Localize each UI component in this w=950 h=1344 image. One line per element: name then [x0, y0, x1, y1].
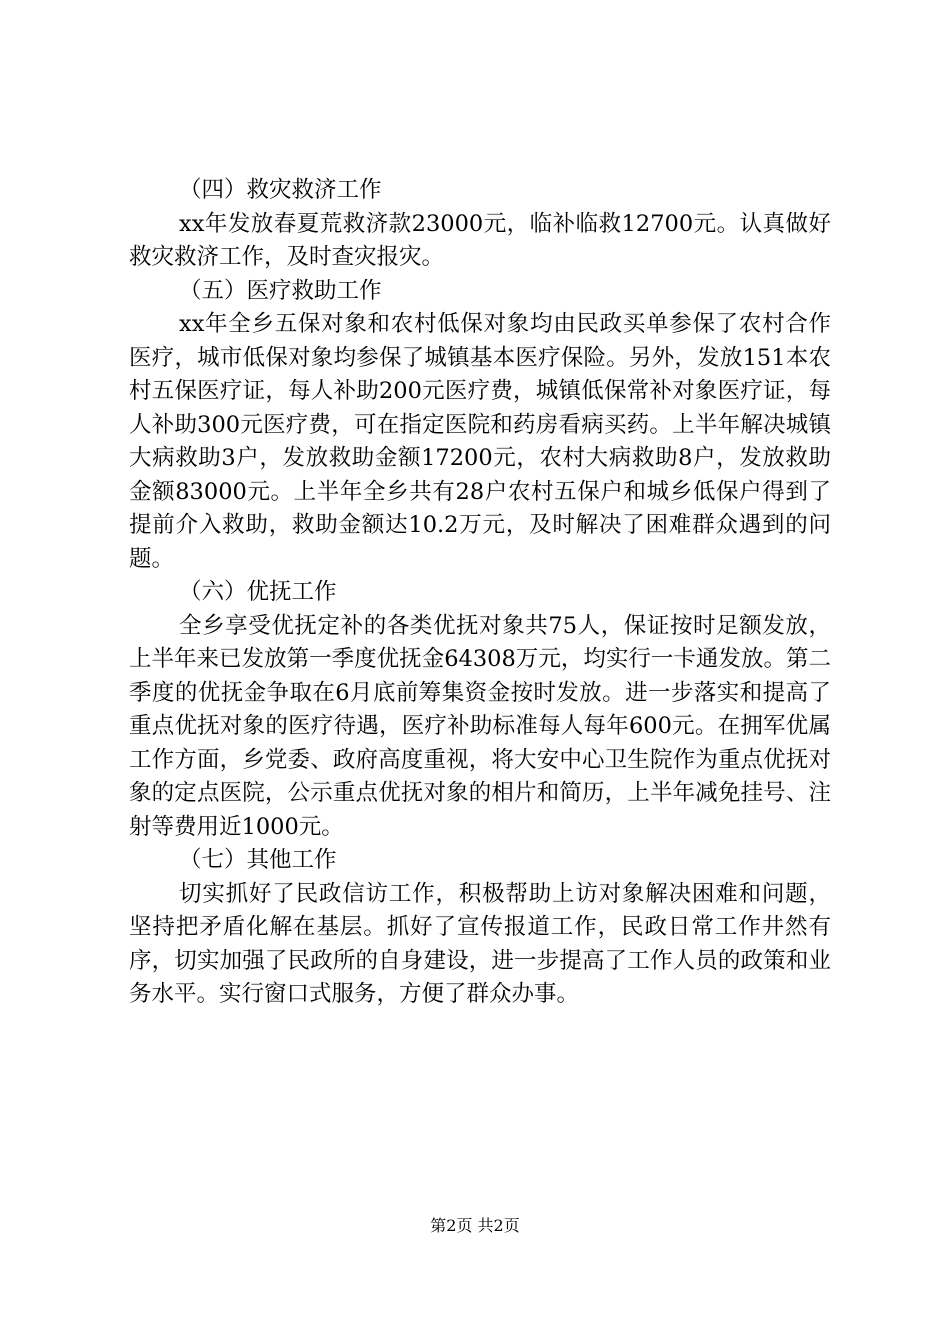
page-footer: [0, 1216, 950, 1236]
section-paragraph: xx年全乡五保对象和农村低保对象均由民政买单参保了农村合作医疗，城市低保对象均参保了城镇基本医疗保险。另外，发放151本农村五保医疗证，每人补助200元医疗费，城镇低保常补对象医疗证，每人补助300元医疗费，可在指定医院和药房看病买药。上半年解决城镇大病救助3户，发放救助金额17200元，农村大病救助8户，发放救助金额83000元。上半年全乡共有28户农村五保户和城乡低保户得到了提前介入救助，救助金额达10.2万元，及时解决了困难群众遇到的问题。: [129, 311, 831, 572]
section-heading: （五）医疗救助工作: [179, 277, 382, 304]
section-paragraph: 全乡享受优抚定补的各类优抚对象共75人，保证按时足额发放，上半年来已发放第一季度优抚金64308万元，均实行一卡通发放。第二季度的优抚金争取在6月底前筹集资金按时发放。进一步落实和提高了重点优抚对象的医疗待遇，医疗补助标准每人每年600元。在拥军优属工作方面，乡党委、政府高度重视，将大安中心卫生院作为重点优抚对象的定点医院，公示重点优抚对象的相片和简历，上半年减免挂号、注射等费用近1000元。: [129, 612, 831, 840]
section-other-work: [129, 844, 831, 1012]
section-heading: （七）其他工作: [179, 847, 337, 873]
section-paragraph: 切实抓好了民政信访工作，积极帮助上访对象解决困难和问题，坚持把矛盾化解在基层。抓好了宣传报道工作，民政日常工作井然有序，切实加强了民政所的自身建设，进一步提高了工作人员的政策和业务水平。实行窗口式服务，方便了群众办事。: [129, 880, 831, 1007]
section-disaster-relief: [129, 174, 831, 275]
section-heading: （六）优抚工作: [179, 579, 337, 605]
section-heading: （四）救灾救济工作: [179, 177, 382, 203]
section-special-care: [129, 576, 831, 844]
section-medical-assistance: [129, 275, 831, 577]
document-body: [129, 174, 831, 1012]
page-number: 第2页 共2页: [430, 1216, 520, 1235]
section-paragraph: xx年发放春夏荒救济款23000元，临补临救12700元。认真做好救灾救济工作，及时查灾报灾。: [129, 210, 831, 270]
